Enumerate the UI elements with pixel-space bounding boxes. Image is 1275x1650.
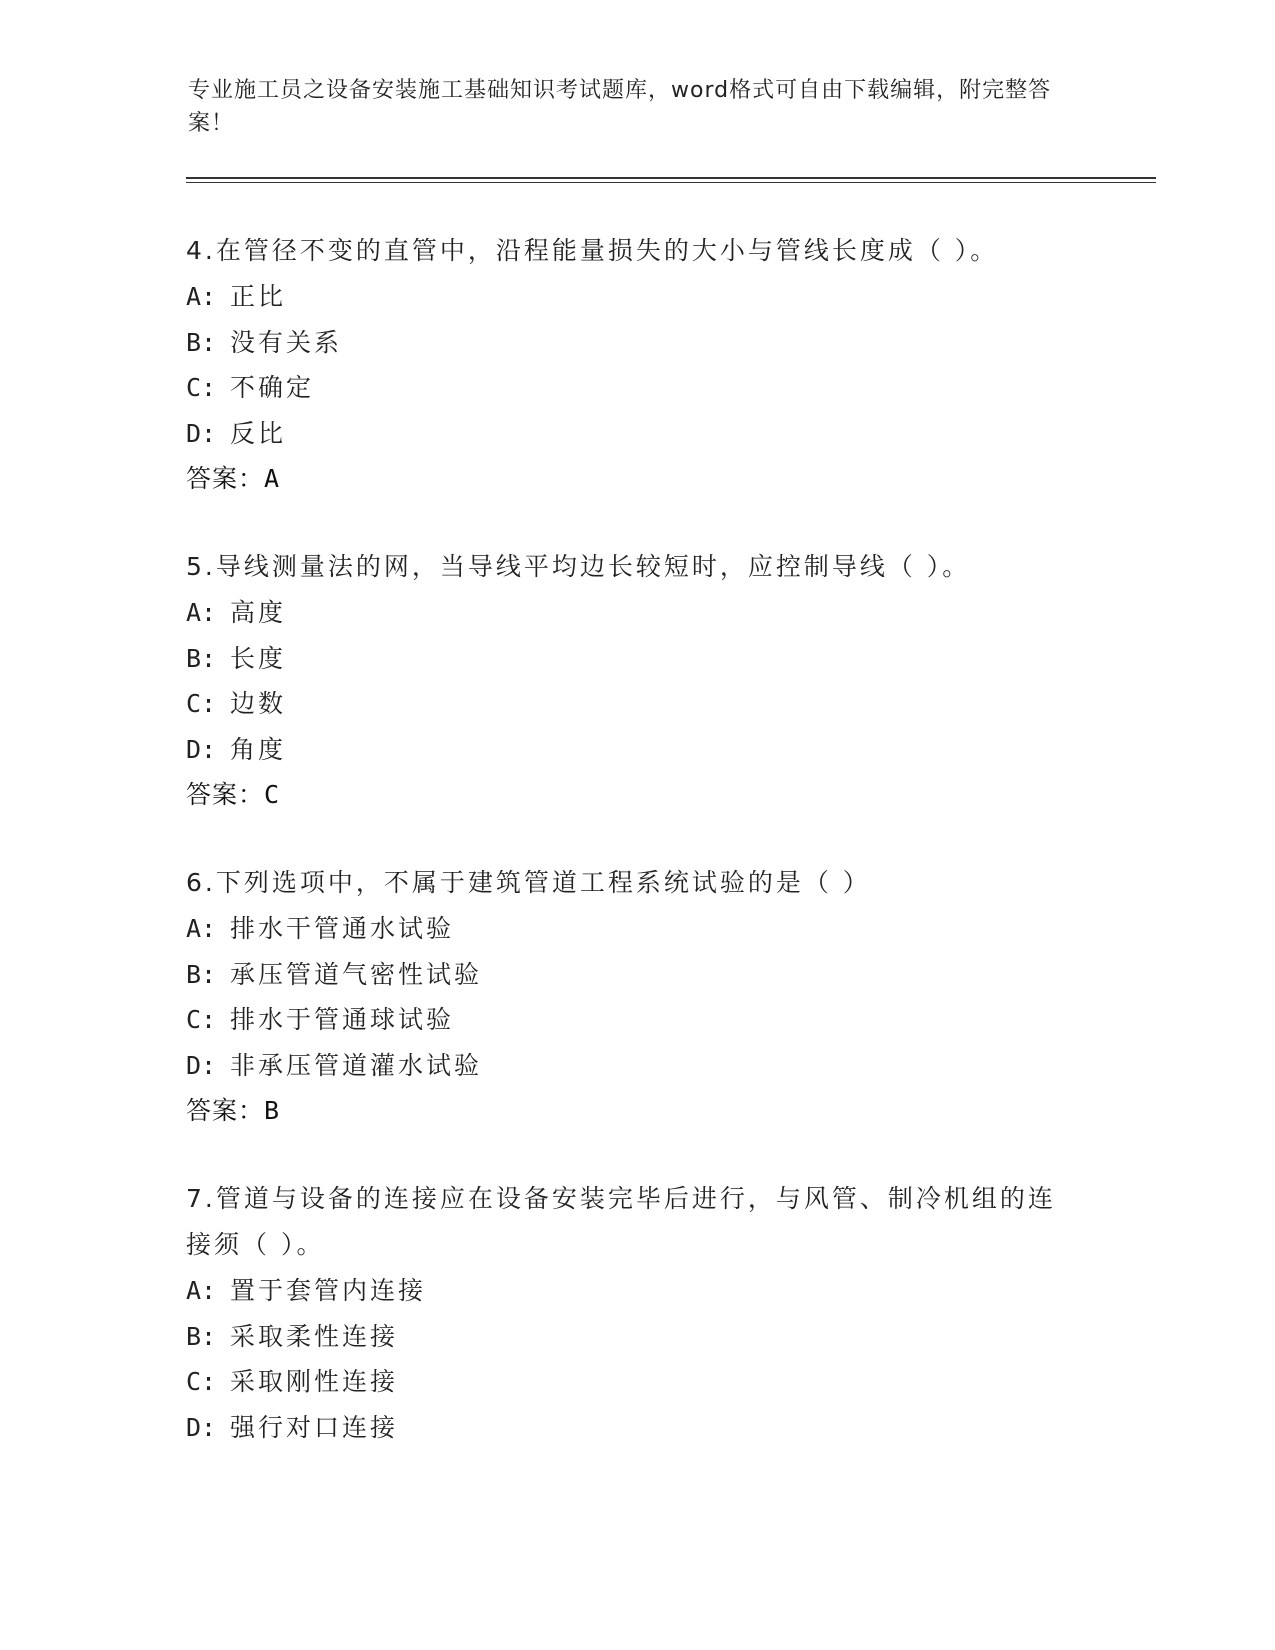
option-a [186, 906, 1086, 952]
document-header: 专业施工员之设备安装施工基础知识考试题库，word格式可自由下载编辑，附完整答案！ [188, 78, 1052, 136]
option-key: B: [186, 959, 217, 989]
option-d [186, 1043, 1086, 1089]
option-text: 排水干管通水试验 [230, 914, 455, 943]
option-key: C: [186, 1367, 217, 1396]
option-key: C: [186, 373, 217, 402]
option-key: A: [186, 282, 217, 311]
option-key: D: [186, 1050, 217, 1080]
answer-value: C [264, 780, 281, 809]
header-divider-thin [186, 182, 1156, 183]
question-text: 5.导线测量法的网，当导线平均边长较短时，应控制导线（ ）。 [186, 552, 971, 581]
option-c [186, 1359, 1066, 1405]
option-text: 置于套管内连接 [230, 1276, 427, 1305]
option-text: 正比 [230, 282, 287, 311]
option-a [186, 1268, 1066, 1314]
answer-value: B [264, 1096, 281, 1125]
answer-line [186, 1088, 1086, 1134]
answer-value: A [264, 464, 281, 493]
option-text: 长度 [230, 643, 287, 673]
question-text: 4.在管径不变的直管中，沿程能量损失的大小与管线长度成（ ）。 [186, 236, 999, 265]
option-d [186, 1405, 1066, 1451]
option-a [186, 590, 1086, 636]
option-a [186, 274, 1086, 320]
option-text: 不确定 [230, 373, 315, 402]
answer-label: 答案： [186, 780, 265, 809]
question-4 [186, 228, 1086, 502]
option-key: D: [186, 1412, 217, 1442]
question-5 [186, 544, 1086, 818]
question-text: 6.下列选项中，不属于建筑管道工程系统试验的是（ ） [186, 868, 871, 897]
option-key: A: [186, 914, 217, 943]
option-text: 反比 [230, 418, 287, 448]
question-6 [186, 860, 1086, 1134]
option-text: 高度 [230, 598, 287, 627]
option-b [186, 320, 1086, 366]
option-key: A: [186, 598, 217, 627]
option-key: B: [186, 643, 217, 673]
answer-line [186, 772, 1086, 818]
option-key: D: [186, 734, 217, 764]
option-c [186, 681, 1086, 727]
option-key: B: [186, 1321, 217, 1351]
answer-label: 答案： [186, 1096, 265, 1125]
option-key: C: [186, 1005, 217, 1034]
question-text: 7.管道与设备的连接应在设备安装完毕后进行，与风管、制冷机组的连接须（ ）。 [186, 1184, 1056, 1259]
option-key: D: [186, 418, 217, 448]
option-text: 强行对口连接 [230, 1412, 399, 1442]
header-divider-thick [186, 177, 1156, 179]
option-d [186, 727, 1086, 773]
option-c [186, 365, 1086, 411]
option-key: B: [186, 327, 217, 357]
option-text: 角度 [230, 734, 287, 764]
option-text: 采取柔性连接 [230, 1321, 399, 1351]
option-text: 没有关系 [230, 327, 343, 357]
answer-line [186, 456, 1086, 502]
option-d [186, 411, 1086, 457]
option-b [186, 952, 1086, 998]
option-text: 排水于管通球试验 [230, 1005, 455, 1034]
question-7 [186, 1176, 1066, 1450]
option-text: 非承压管道灌水试验 [230, 1050, 483, 1080]
option-text: 边数 [230, 689, 287, 718]
option-text: 承压管道气密性试验 [230, 959, 483, 989]
option-text: 采取刚性连接 [230, 1367, 399, 1396]
answer-label: 答案： [186, 464, 265, 493]
option-c [186, 997, 1086, 1043]
option-key: C: [186, 689, 217, 718]
option-key: A: [186, 1276, 217, 1305]
option-b [186, 636, 1086, 682]
option-b [186, 1314, 1066, 1360]
